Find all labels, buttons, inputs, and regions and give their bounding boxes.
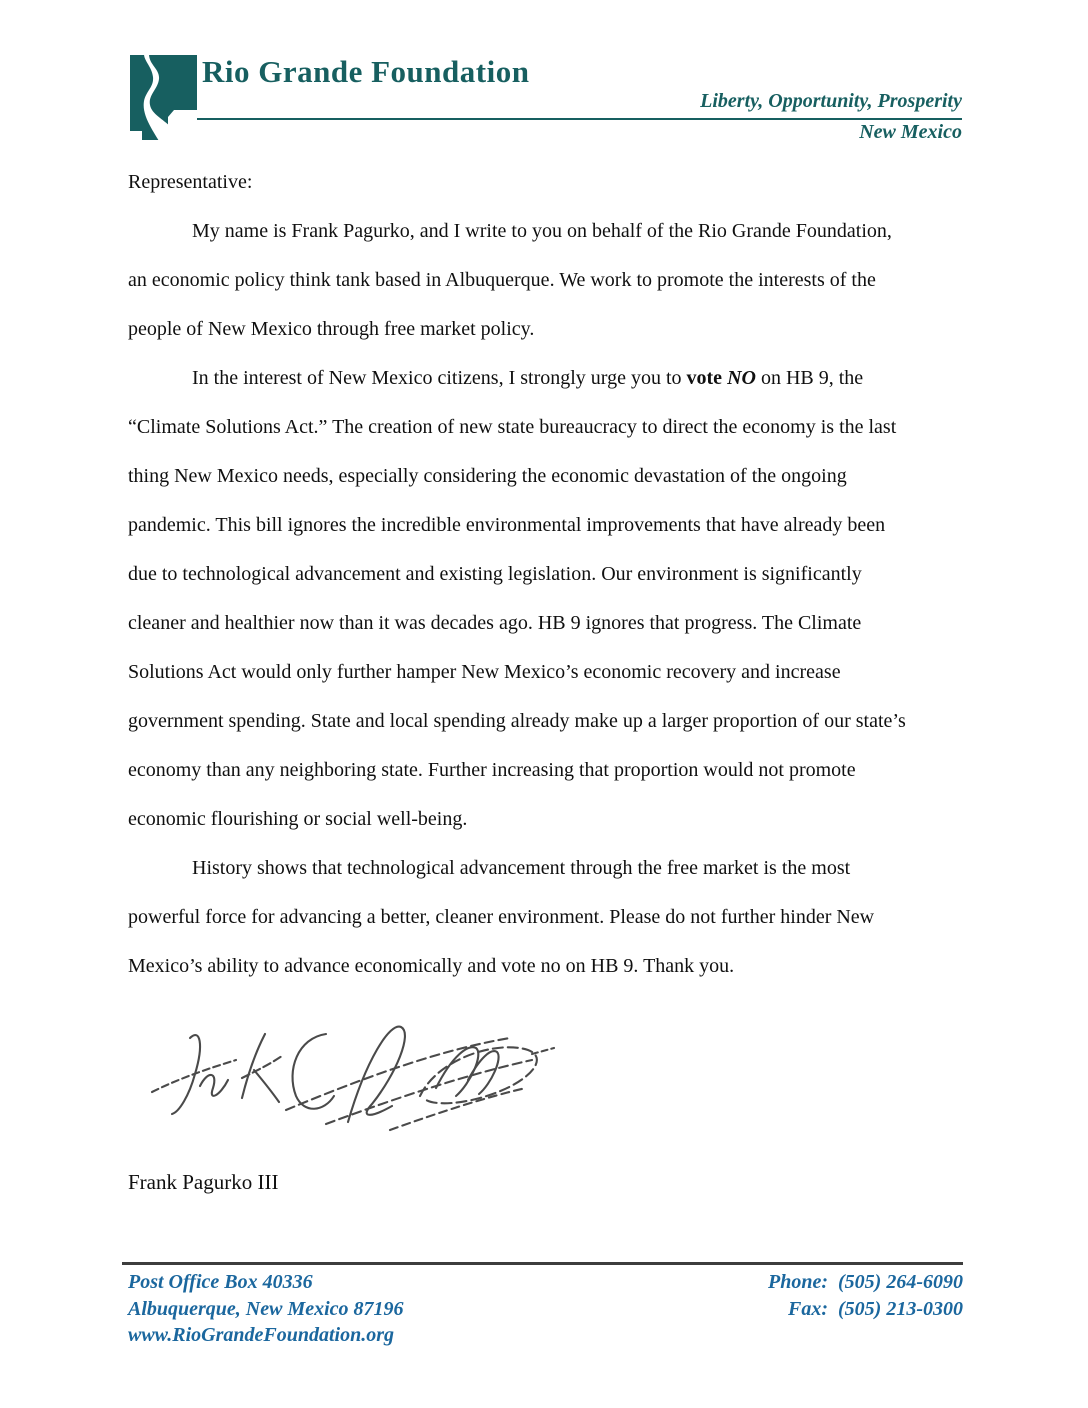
footer	[122, 1269, 963, 1349]
header-divider	[197, 118, 962, 120]
letter-line: In the interest of New Mexico citizens, I strongly urge you to vote NO on HB 9, the	[192, 367, 864, 389]
letter-line: History shows that technological advancement through the free market is the most	[192, 857, 851, 879]
letter-body	[128, 158, 964, 991]
letter-line: cleaner and healthier now than it was decades ago. HB 9 ignores that progress. The Climate	[128, 612, 862, 634]
footer-phone	[768, 1269, 963, 1296]
footer-address	[122, 1269, 404, 1349]
typed-signature-name: Frank Pagurko III	[128, 1170, 279, 1194]
footer-po-box: Post Office Box 40336	[128, 1271, 313, 1293]
org-name: Rio Grande Foundation	[202, 54, 530, 89]
footer-website: www.RioGrandeFoundation.org	[128, 1324, 395, 1346]
letter-line: due to technological advancement and existing legislation. Our environment is significantly	[128, 563, 862, 585]
fax-value: (505) 213-0300	[838, 1297, 963, 1320]
letter-line: people of New Mexico through free market policy.	[128, 318, 535, 340]
salutation: Representative:	[128, 171, 253, 193]
handwritten-signature-icon	[138, 1000, 562, 1150]
footer-fax	[768, 1296, 963, 1323]
region-label: New Mexico	[859, 121, 962, 143]
letter-line: powerful force for advancing a better, cleaner environment. Please do not further hinder New	[128, 906, 875, 928]
letter-line: economy than any neighboring state. Further increasing that proportion would not promote	[128, 759, 856, 781]
letter-line: pandemic. This bill ignores the incredible environmental improvements that have already been	[128, 514, 886, 536]
footer-city: Albuquerque, New Mexico 87196	[128, 1297, 404, 1320]
letter-line: Solutions Act would only further hamper New Mexico’s economic recovery and increase	[128, 661, 841, 683]
letter-line: thing New Mexico needs, especially considering the economic devastation of the ongoing	[128, 465, 847, 487]
fax-label: Fax:	[788, 1297, 829, 1320]
letter-line: an economic policy think tank based in Albuquerque. We work to promote the interests of the	[128, 269, 876, 291]
letter-line: government spending. State and local spending already make up a larger proportion of our state’s	[128, 710, 906, 732]
footer-contact	[768, 1269, 963, 1349]
footer-divider	[122, 1262, 963, 1265]
phone-value: (505) 264-6090	[838, 1271, 963, 1293]
rio-grande-foundation-logo-icon	[130, 55, 197, 140]
letter-line: economic flourishing or social well-being.	[128, 808, 468, 830]
tagline: Liberty, Opportunity, Prosperity	[700, 90, 962, 112]
letter-line: Mexico’s ability to advance economically and vote no on HB 9. Thank you.	[128, 955, 735, 977]
phone-label: Phone:	[768, 1271, 829, 1293]
letter-line: “Climate Solutions Act.” The creation of new state bureaucracy to direct the economy is the last	[128, 416, 897, 438]
letter-line: My name is Frank Pagurko, and I write to you on behalf of the Rio Grande Foundation,	[192, 220, 892, 242]
